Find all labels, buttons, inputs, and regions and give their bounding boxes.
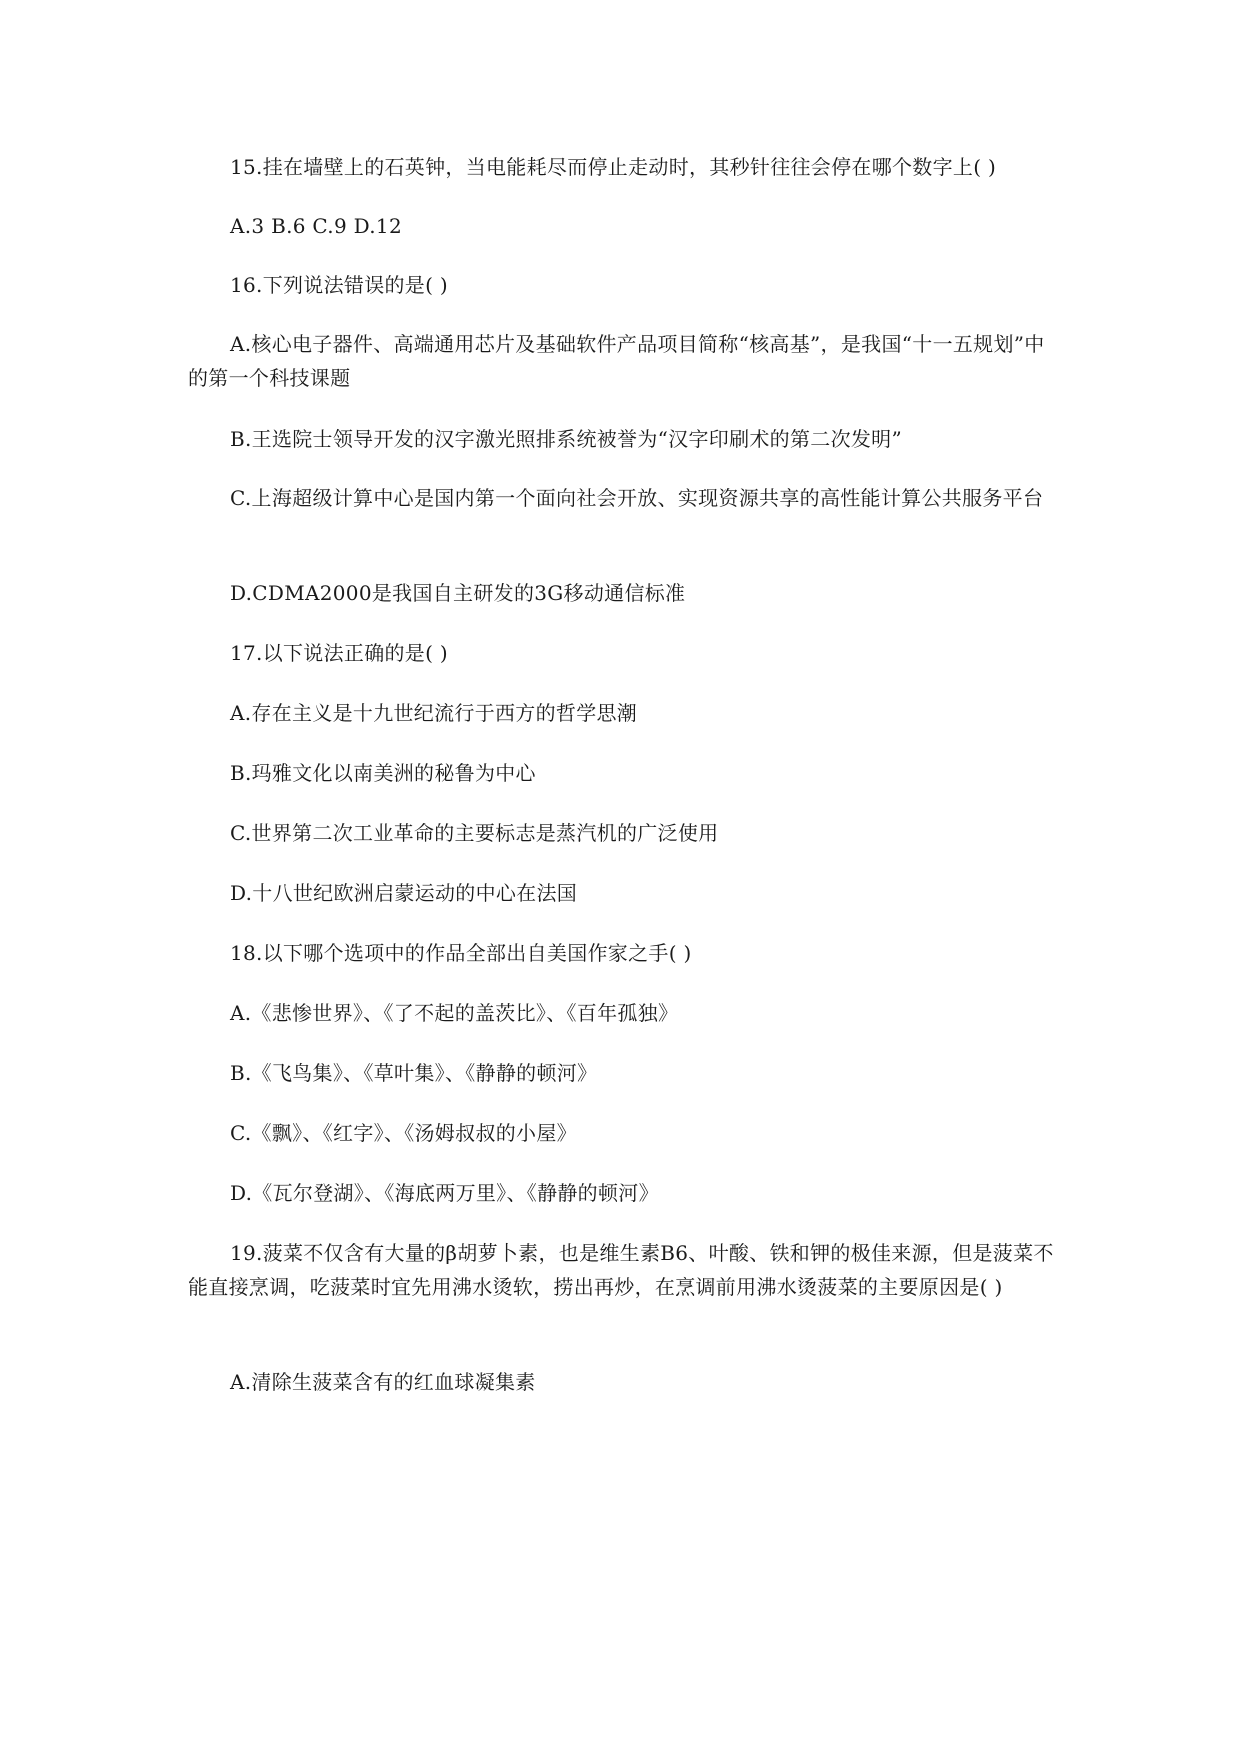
question-16-stem: 16.下列说法错误的是( ) [230, 273, 448, 297]
question-18-option-d: D.《瓦尔登湖》、《海底两万里》、《静静的顿河》 [230, 1181, 659, 1205]
question-17-stem: 17.以下说法正确的是( ) [230, 641, 448, 665]
question-18-stem: 18.以下哪个选项中的作品全部出自美国作家之手( ) [230, 941, 692, 965]
question-19-option-a: A.清除生菠菜含有的红血球凝集素 [230, 1370, 536, 1394]
question-15-options: A.3 B.6 C.9 D.12 [230, 214, 402, 238]
question-19-stem: 19.菠菜不仅含有大量的β胡萝卜素，也是维生素B6、叶酸、铁和钾的极佳来源，但是菠菜不能直接烹调，吃菠菜时宜先用沸水烫软，捞出再炒，在烹调前用沸水烫菠菜的主要原因是( ) [188, 1241, 1054, 1299]
question-17-option-a: A.存在主义是十九世纪流行于西方的哲学思潮 [230, 701, 638, 725]
question-16-option-b: B.王选院士领导开发的汉字激光照排系统被誉为“汉字印刷术的第二次发明” [230, 427, 903, 451]
question-18-option-a: A.《悲惨世界》、《了不起的盖茨比》、《百年孤独》 [230, 1001, 679, 1025]
question-18-option-c: C.《飘》、《红字》、《汤姆叔叔的小屋》 [230, 1121, 577, 1145]
question-18-option-b: B.《飞鸟集》、《草叶集》、《静静的顿河》 [230, 1061, 598, 1085]
question-17-option-d: D.十八世纪欧洲启蒙运动的中心在法国 [230, 881, 578, 905]
question-16-option-a: A.核心电子器件、高端通用芯片及基础软件产品项目简称“核高基”，是我国“十一五规划”中的第一个科技课题 [188, 332, 1045, 390]
question-17-option-b: B.玛雅文化以南美洲的秘鲁为中心 [230, 761, 536, 785]
question-16-option-c: C.上海超级计算中心是国内第一个面向社会开放、实现资源共享的高性能计算公共服务平台 [230, 486, 1044, 510]
question-17-option-c: C.世界第二次工业革命的主要标志是蒸汽机的广泛使用 [230, 821, 719, 845]
question-16-option-d: D.CDMA2000是我国自主研发的3G移动通信标准 [230, 581, 686, 605]
question-15-stem: 15.挂在墙壁上的石英钟，当电能耗尽而停止走动时，其秒针往往会停在哪个数字上( ) [230, 155, 997, 179]
